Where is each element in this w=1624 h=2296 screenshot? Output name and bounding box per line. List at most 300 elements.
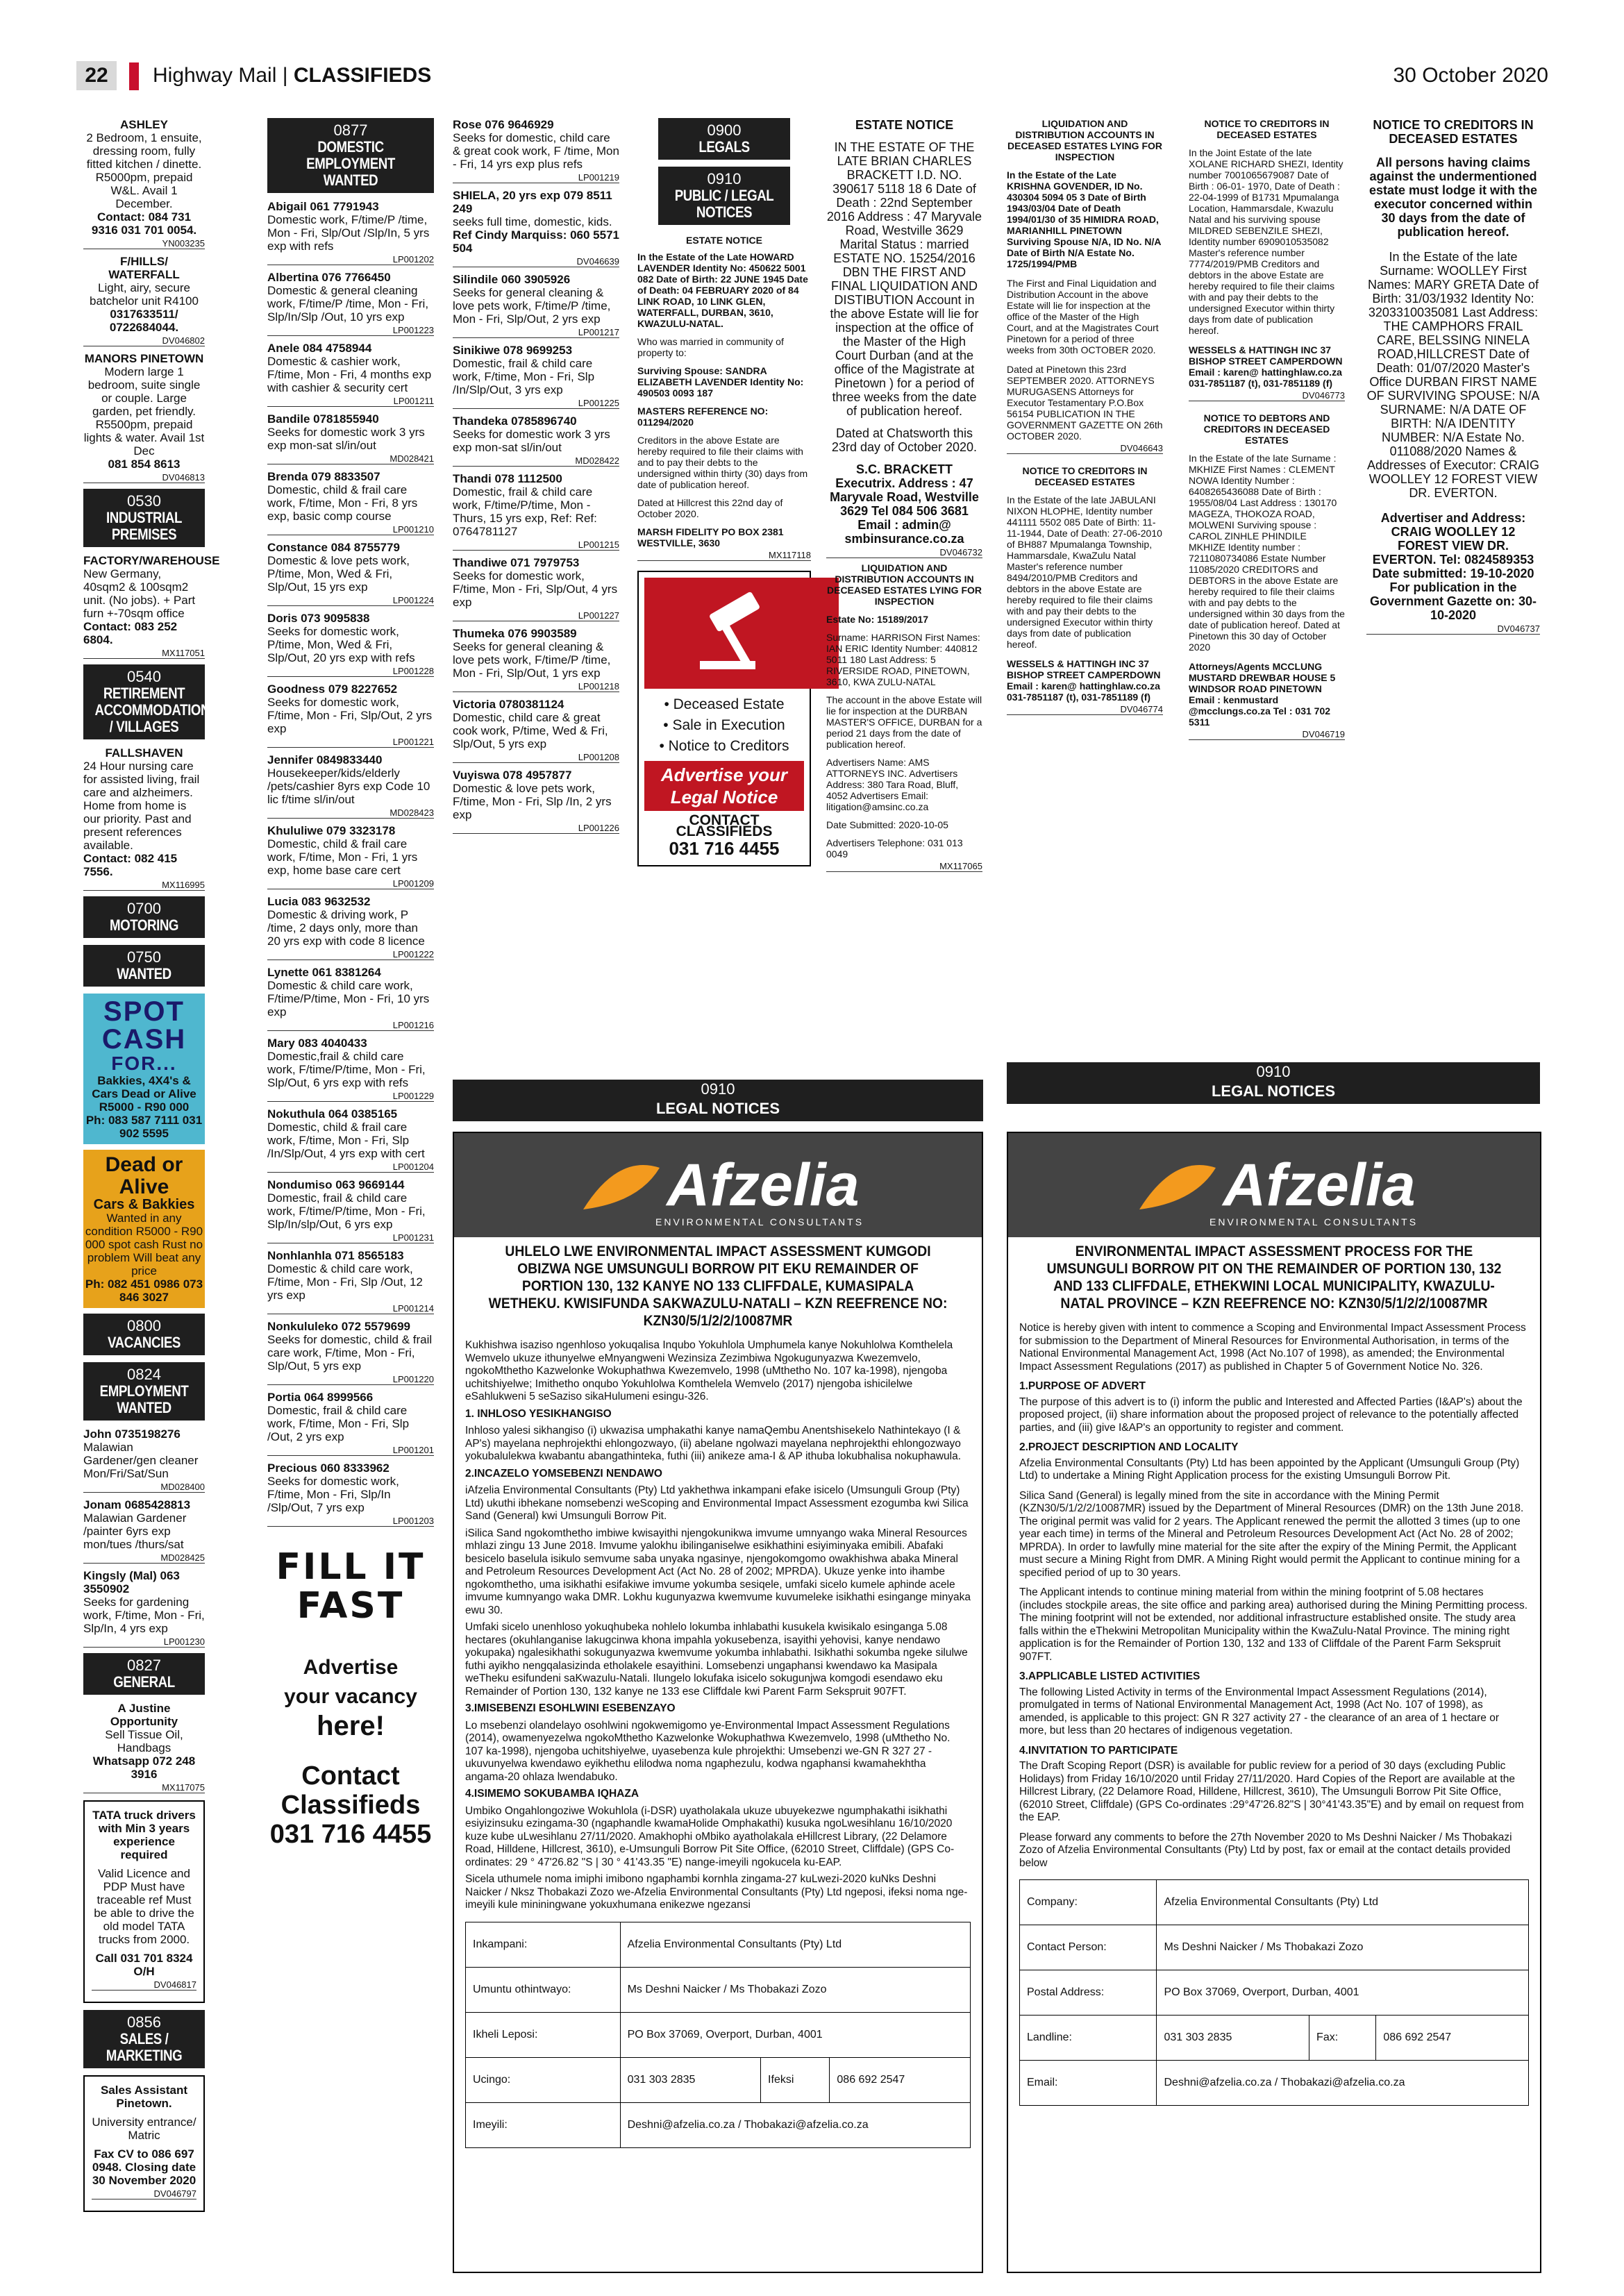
- notice-text-3: In the Estate of the late Surname : MKHIZE First Names : CLEMENT NOWA Identity Number : 6408265436088 Date of Birth : 1955/08/04 Last Address : 130170 MAGEZA, THOKOZA ROAD, MOLWENI Surviving spouse : CAROL ZINHLE PHINDILE MKHIZE Identity number : 7211080734086 Estate Number 11085/2020 CREDITORS and DEBTORS in the above Estate are hereby required to file their claims with and pay debts to the undersigned within 30 days from the date of publication hereof. Dated at Pinetown this 30 day of October 2020: [1189, 453, 1345, 653]
- fill-line2: FAST: [296, 1585, 405, 1627]
- afzelia-logo: [454, 1133, 982, 1237]
- notice-title: ENVIRONMENTAL IMPACT ASSESSMENT PROCESS FOR THE UMSUNGULI BORROW PIT ON THE REMAINDER OF PORTION 130, 132 AND 133 CLIFFDALE, ETHEKWINI LOCAL MUNICIPALITY, KWAZULU-NATAL PROVINCE – KZN REEFRENCE NO: KZN30/5/1/2/2/10087MR: [1046, 1243, 1502, 1312]
- ad-text: Domestic & child care work, F/time/P/time, Mon - Fri, 10 yrs exp: [267, 979, 430, 1019]
- table-value: Deshni@afzelia.co.za / Thobakazi@afzelia.co.za: [620, 2102, 970, 2147]
- notice-text-2: The First and Final Liquidation and Distribution Account in the above Estate will lie for inspection at the office of the Master of the High Court, and at the Magistrates Court Pinetown for a period of three weeks from 30th OCTOBER 2020.: [1007, 278, 1159, 355]
- notice-text-8: Advertisers Telephone: 031 013 0049: [826, 837, 963, 860]
- notice-text: In the Joint Estate of the late XOLANE RICHARD SHEZI, Identity number 7001065679087 Date of Birth : 06-01- 1970, Date of Death : 22-04-1999 of B1731 Mpumalanga Location, Hammarsdale, Kwazulu Natal and his surviving spouse MILDRED SEBENZILE SHEZI, Identity number 6909010535082 Master's reference number 7774/2019/PMB Creditors and debtors in the above Estate are hereby required to file their claims with and pay their debts to the undersigned Executor within thirty days from date of publication hereof.: [1189, 147, 1343, 336]
- notice-text-4: In the Estate of the late JABULANI NIXON HLOPHE, Identity number 441111 5502 085 Date of Birth: 11- 11-1944, Date of Death: 27-06-2010 of BH887 Mpumalanga Township, Hammarsdale, KwaZulu Natal Master's reference number 8494/2010/PMB Creditors and debtors in the above Estate are hereby required to file their claims with and pay their debts to the undersigned Executor within thirty days from date of publication hereof.: [1007, 494, 1162, 650]
- table-value: 031 303 2835: [1157, 2016, 1309, 2061]
- notice-ref: DV046732: [826, 547, 982, 558]
- promo-item: • Sale in Execution: [663, 717, 785, 733]
- ad-heading: Abigail 061 7791943: [267, 200, 379, 213]
- ad-text: Domestic, child care & great cook work, P/time, Wed & Fri, Slp/Out, 5 yrs exp: [453, 711, 608, 751]
- column-3: [453, 118, 619, 839]
- ad-heading: Kingsly (Mal) 063 3550902: [83, 1569, 180, 1595]
- ad-heading: Sinikiwe 078 9699253: [453, 344, 573, 357]
- notice-heading: ESTATE NOTICE: [686, 235, 762, 246]
- spot-phone: Ph: 083 587 7111 031 902 5595: [85, 1114, 203, 1140]
- notice-heading-2: NOTICE TO DEBTORS AND CREDITORS IN DECEASED ESTATES: [1203, 412, 1330, 446]
- notice-text-4: Attorneys/Agents MCCLUNG MUSTARD DREWBAR HOUSE 5 WINDSOR ROAD PINETOWN Email : kenmustard @mcclungs.co.za Tel : 031 702 5311: [1189, 661, 1336, 728]
- ad-ref: MD028425: [83, 1552, 205, 1564]
- ad-contact: 081 854 8613: [108, 458, 181, 471]
- dead-text: Wanted in any condition R5000 - R90 000 spot cash Rust no problem Will beat any price: [85, 1212, 203, 1277]
- paragraph: iAfzelia Environmental Consultants (Pty) Ltd yakhethwa inkampani efake isicelo (Umsunguli Group (Pty) Ltd) ukuthi ibhekane nomsebenzi weScoping and Environmental Impact Assessment ezogumba kwi Silica Sand (General) kwi Umsunguli Borrow Pit.: [465, 1484, 969, 1522]
- list-item: [267, 1178, 434, 1243]
- category-header: [83, 489, 205, 547]
- ad-ref: MD028421: [267, 453, 434, 464]
- ad-heading: FALLSHAVEN: [105, 746, 183, 760]
- category-title: MOTORING: [109, 916, 179, 934]
- ad-factory: [83, 554, 220, 659]
- category-title: VACANCIES: [108, 1334, 181, 1351]
- ad-heading: Nonhlanhla 071 8565183: [267, 1249, 404, 1262]
- ad-heading: Goodness 079 8227652: [267, 682, 398, 696]
- section-heading: 3.APPLICABLE LISTED ACTIVITIES: [1019, 1670, 1200, 1682]
- afzelia-notice-english: [1007, 1132, 1541, 2273]
- ad-text: Seeks for gardening work, F/time, Mon - Fri, Slp/In, 4 yrs exp: [83, 1595, 205, 1635]
- ad-heading: Mary 083 4040433: [267, 1037, 367, 1050]
- category-title: DOMESTIC EMPLOYMENT WANTED: [306, 138, 395, 189]
- ad-text: Malawian Gardener /painter 6yrs exp mon/tues /thurs/sat: [83, 1511, 187, 1551]
- ad-jonam: [83, 1498, 205, 1564]
- ad-fhills: [83, 255, 205, 346]
- ad-text: Seeks for general cleaning & love pets work, F/time/P /time, Mon - Fri, Slp/Out, 1 yrs exp: [453, 640, 611, 680]
- fill-line1: FILL IT: [276, 1546, 426, 1588]
- ad-ref: LP001221: [267, 737, 434, 748]
- ad-heading: Lynette 061 8381264: [267, 966, 381, 979]
- ad-text: Domestic,frail & child care work, F/time/P/time, Mon - Fri, Slp/Out, 6 yrs exp with refs: [267, 1050, 426, 1089]
- list-item: [453, 414, 619, 467]
- ad-text: 24 Hour nursing care for assisted living, frail care and alzheimers. Home from home is our priority. Past and present references available.: [83, 760, 200, 852]
- table-label: Fax:: [1309, 2016, 1376, 2061]
- dead-phone: Ph: 082 451 0986 073 846 3027: [85, 1277, 203, 1304]
- spot-line2: CASH: [101, 1024, 187, 1055]
- category-header: [658, 118, 790, 160]
- notice-ref: DV046774: [1007, 704, 1163, 715]
- category-header: [83, 896, 205, 938]
- category-header: [83, 945, 205, 987]
- ad-ref: DV046797: [92, 2188, 196, 2199]
- contact-line2: Classifieds: [281, 1791, 421, 1820]
- ad-heading: Thandiwe 071 7979753: [453, 556, 580, 569]
- ad-ref: LP001215: [453, 539, 619, 551]
- banner-number: 0910: [701, 1080, 735, 1098]
- ad-heading: Thandi 078 1112500: [453, 472, 562, 485]
- ad-text: Domestic, frail & child care work, F/time/P/time, Mon - Fri, Slp/In/slp/Out, 6 yrs exp: [267, 1191, 426, 1231]
- notice-text-5: The account in the above Estate will lie for inspection at the DURBAN MASTER'S OFFICE, DURBAN for a period 21 days from the date of publication hereof.: [826, 694, 982, 750]
- ad-text: Domestic & child care work, F/time, Mon - Fri, Slp /Out, 12 yrs exp: [267, 1262, 423, 1302]
- notice-ref: MX117118: [637, 550, 811, 561]
- advertise-line3: here!: [317, 1711, 385, 1741]
- paragraph: Silica Sand (General) is legally mined from the site in accordance with the Mining Permit (KZN30/5/1/2/2/10087MR) issued by the Department of Mineral Resources (DMR) on the 13th June 2018. The original permit was valid for 2 years. The Applicant renewed the permit the allotted 3 times (up to one year each time) in terms of the Mineral and Petroleum Resources Development Act (Act No. 28 of 2002; MPRDA). In order to lawfully mine material for the site after the expiry of the Mining Permit, the Applicant must secure a Mining Right from DMR. A Mining Right would permit the Applicant to continue mining for a specified period of up to 30 years.: [1019, 1489, 1524, 1579]
- list-item: [267, 1461, 434, 1527]
- ad-justine: [83, 1702, 205, 1793]
- ad-heading: John 0735198276: [83, 1427, 181, 1441]
- notice-text-6: Dated at Hillcrest this 22nd day of October 2020.: [637, 497, 783, 519]
- ad-ref: MX117051: [83, 648, 205, 659]
- category-header: [658, 167, 790, 225]
- ad-contact: Whatsapp 072 248 3916: [92, 1754, 196, 1781]
- ad-text: Sell Tissue Oil, Handbags: [105, 1728, 183, 1754]
- ad-heading: Jonam 0685428813: [83, 1498, 191, 1511]
- ad-text: Domestic, child & frail care work, F/time, Mon - Fri, Slp /In/Slp/Out, 4 yrs exp with cert: [267, 1121, 425, 1160]
- ad-text: Valid Licence and PDP Must have traceable ref Must be able to drive the old model TATA trucks from 2000.: [94, 1867, 194, 1946]
- contact-table: [1019, 1879, 1529, 2106]
- afzelia-notice-zulu: [453, 1132, 983, 2273]
- paragraph: Lo msebenzi olandelayo osohlwini ngokwemigomo ye-Environmental Impact Assessment Regulations (2014), owamenyezelwa ngokoMthetho Kazwelonke Wokuphathwa Kwezemvelo, 1998 (uMthetho No. 107 ka-1998), njengoba uchitshiyelwe, uyasebenza kule phrojekthi: Umsebenzi we-GN R 327 27 - ukuvunyelwa kwendawo eyikhethu elilodwa noma ngaphezulu, kodwa ngaphansi kwamahekhtha angama-20 ohlaza lwendabuko.: [465, 1719, 951, 1783]
- notice-text-2: WESSELS & HATTINGH INC 37 BISHOP STREET CAMPERDOWN Email : karen@ hattinghlaw.co.za 031-7851187 (t), 031-7851189 (f): [1189, 344, 1343, 389]
- notice-ref: DV046773: [1189, 390, 1345, 401]
- notice-text: In the Estate of the Late HOWARD LAVENDER Identity No: 450622 5001 082 Date of Birth: 22 JUNE 1945 Date of Death: 04 FEBRUARY 2020 of 84 LINK ROAD, 10 LINK GLEN, WATERFALL, DURBAN, 3610, KWAZULU-NATAL.: [637, 251, 808, 329]
- category-number: 0900: [707, 121, 742, 139]
- table-label: Inkampani:: [466, 1922, 621, 1967]
- table-row: [1020, 1925, 1529, 1970]
- spot-line3: FOR...: [111, 1053, 177, 1074]
- section-heading: 3.IMISEBENZI ESOHLWINI ESEBENZAYO: [465, 1702, 676, 1714]
- spot-line1: SPOT: [103, 996, 185, 1027]
- ad-text: Domestic & love pets work, F/time, Mon - Fri, Slp /In, 2 yrs exp: [453, 782, 612, 821]
- ad-contact: Contact: 083 252 6804.: [83, 620, 178, 646]
- notice-text-3: Dated at Pinetown this 23rd SEPTEMBER 2020. ATTORNEYS MURUGASENS Attorneys for Executor Testamentary P.O.Box 56154 PUBLICATION IN THE GOVERNMENT GAZETTE ON 26th OCTOBER 2020.: [1007, 364, 1163, 442]
- ad-text: Domestic, frail & child care work, F/time/P/time, Mon - Thurs, 15 yrs exp, Ref: Ref: 0764781127: [453, 485, 597, 538]
- ad-heading: Anele 084 4758944: [267, 342, 372, 355]
- ad-text: Malawian Gardener/gen cleaner Mon/Fri/Sat/Sun: [83, 1441, 199, 1480]
- ad-heading: Jennifer 0849833440: [267, 753, 383, 766]
- ad-heading: Precious 060 8333962: [267, 1461, 390, 1475]
- notice-text: IN THE ESTATE OF THE LATE BRIAN CHARLES BRACKETT I.D. NO. 390617 5118 18 6 Date of Death : 22nd September 2016 Address : 47 Maryvale Road, Westville 3629 Marital Status : married ESTATE NO. 15254/2016 DBN THE FIRST AND FINAL LIQUIDATION AND DISTIBUTION Account in the above Estate will lie for inspection at the office of the Master of the High Court Durban (and at the office of the Magistrate at Pinetown ) for a period of three weeks from the date of publication hereof.: [826, 140, 982, 418]
- section-heading: 2.INCAZELO YOMSEBENZI NENDAWO: [465, 1467, 662, 1480]
- list-item: [453, 189, 619, 267]
- list-item: [267, 682, 434, 748]
- column-4: [637, 118, 811, 866]
- category-number: 0824: [127, 1366, 161, 1383]
- paper-title: Highway Mail | CLASSIFIEDS: [153, 64, 432, 87]
- table-value: 086 692 2547: [1376, 2016, 1529, 2061]
- table-row: [466, 1922, 971, 1967]
- ad-text: Light, airy, secure batchelor unit R4100: [90, 281, 199, 308]
- category-number: 0540: [127, 668, 161, 685]
- ad-heading: Nokuthula 064 0385165: [267, 1107, 398, 1121]
- table-value: Afzelia Environmental Consultants (Pty) Ltd: [620, 1922, 970, 1967]
- table-value: 086 692 2547: [830, 2057, 971, 2102]
- ad-ref: LP001210: [267, 524, 434, 535]
- ad-heading: MANORS PINETOWN: [84, 352, 204, 365]
- list-item: [267, 342, 434, 407]
- table-label: Email:: [1020, 2061, 1157, 2106]
- ad-heading: ASHLEY: [120, 118, 168, 131]
- ad-heading: Rose 076 9646929: [453, 118, 554, 131]
- list-item: [267, 612, 434, 677]
- notice-heading: LIQUIDATION AND DISTRIBUTION ACCOUNTS IN DECEASED ESTATES LYING FOR INSPECTION: [1007, 118, 1162, 162]
- table-value: PO Box 37069, Overport, Durban, 4001: [620, 2012, 970, 2057]
- ad-ashley: [83, 118, 205, 249]
- ad-john: [83, 1427, 205, 1493]
- ad-text: Modern large 1 bedroom, suite single or couple. Large garden, pet friendly. R5500pm, prepaid lights & water. Avail 1st Dec: [83, 365, 205, 458]
- ad-text: Seeks for domestic work, F/time, Mon - Fri, Slp/Out, 2 yrs exp: [267, 696, 433, 735]
- table-value: PO Box 37069, Overport, Durban, 4001: [1157, 1970, 1529, 2016]
- ad-ref: LP001216: [267, 1020, 434, 1031]
- ad-text: University entrance/ Matric: [92, 2115, 196, 2142]
- ad-ref: DV046639: [453, 256, 619, 267]
- notice-intro: All persons having claims against the undermentioned estate must lodge it with the executor concerned within 30 days from the date of publication hereof.: [1368, 156, 1538, 239]
- list-item: [267, 1249, 434, 1314]
- ad-ref: LP001208: [453, 752, 619, 763]
- ad-ref: MD028422: [453, 455, 619, 467]
- ad-text: Seeks for domestic work 3 yrs exp mon-sat sl/in/out: [267, 426, 425, 452]
- notice-text: In the Estate of the Late KRISHNA GOVENDER, ID No. 430304 5094 05 3 Date of Birth 1943/03/04 Date of Death 1994/01/30 of 35 HIMIDRA ROAD, MARIANHILL PINETOWN Surviving Spouse N/A, ID No. N/A Date of Birth N/A Estate No. 1725/1994/PMB: [1007, 169, 1161, 269]
- ad-ref: LP001222: [267, 949, 434, 960]
- sales-ad: [83, 2075, 205, 2212]
- table-label: Ucingo:: [466, 2057, 621, 2102]
- ad-text: seeks full time, domestic, kids.: [453, 215, 612, 228]
- paragraph: Afzelia Environmental Consultants (Pty) Ltd has been appointed by the Applicant (Umsunguli Group (Pty) Ltd) to undertake a Mining Right Application process for the existing Umsunguli Borrow Pit.: [1019, 1457, 1520, 1482]
- promo-banner: Advertise your Legal Notice: [644, 761, 804, 811]
- paragraph: The Applicant intends to continue mining material from within the mining footprint of 5.08 hectares (includes stockpile areas, the site office and parking area) authorised during the Mining Permitting process. The mining footprint will not be extended, nor additional infrastructure established onsite. The study area falls within the eThekwini Metropolitan Municipality within the KwaZulu-Natal Province. The mining right application is for the Remainder of Portion 130, 132 and 133 of Cliffdale of the Parent Farm Sekspruit 907FT.: [1019, 1586, 1528, 1663]
- ad-heading: Lucia 083 9632532: [267, 895, 371, 908]
- paragraph: The purpose of this advert is to (i) inform the public and Interested and Affected Parties (I&AP's) about the proposed project, (ii) share information about the proposed project of relevance to the potentially affected parties, and (iii) give I&AP's an opportunity to register and comment.: [1019, 1396, 1523, 1434]
- table-label: Postal Address:: [1020, 1970, 1157, 2016]
- list-item: [453, 344, 619, 409]
- table-row: [466, 2012, 971, 2057]
- ad-ref: LP001204: [267, 1162, 434, 1173]
- category-number: 0530: [127, 492, 161, 510]
- list-item: [267, 824, 434, 889]
- ad-heading: Nondumiso 063 9669144: [267, 1178, 405, 1191]
- ad-text: New Germany, 40sqm2 & 100sqm2 unit. (No jobs). + Part furn +-70sqm office: [83, 567, 196, 620]
- table-label: Imeyili:: [466, 2102, 621, 2147]
- ad-contact: Contact: 084 731 9316 031 701 0054.: [91, 210, 197, 237]
- ad-text: Housekeeper/kids/elderly /pets/cashier 8yrs exp Code 10 lic f/time sl/in/out: [267, 766, 430, 806]
- category-header: [267, 118, 434, 193]
- paragraph: Umbiko Ongahlongoziwe Wokuhlola (i-DSR) uyatholakala ukuze ubuyekezwe ngumphakathi isikhathi esiyizinsuku ezingama-30 (ngaphandle kwamaHolide Omphakathi) kusuka ngoLwesihlanu 16/10/2020 kuze kube uLwesihlanu 27/11/2020. Amakhophi oMbiko ayatholakala eHillcrest Library, (22 Delamore Road, Hilldene, Hillcrest, 3610), e-Umsunguli Borrow Pit Site Office, (62010 Street, Cliffdale) (GPS Co-ordinates: 29 ° 47'26.82 "S | 30 ° 41'43.35 "E) nange-imeyili ngokucela ku-EAP.: [465, 1804, 955, 1868]
- list-item: [267, 1107, 434, 1173]
- ad-heading: Bandile 0781855940: [267, 412, 379, 426]
- paragraph: Inhloso yalesi sikhangiso (i) ukwazisa umphakathi kanye namaQembu Anentshisekelo Nathintekayo (I & AP's) mayelana nephrojekthi ehlongozwayo, (ii) abelane ngolwazi mayelana nephrojekthi ehlongozwayo yokubalulekwa kwabantu abangathinteka, futhi (iii) anikeze ama-I & AP ithuba lokubhalisa nokuphawula.: [465, 1425, 962, 1462]
- notice-advertiser: Advertiser and Address: CRAIG WOOLLEY 12 FOREST VIEW DR. EVERTON. Tel: 0824589353 Date submitted: 19-10-2020 For publication in the Government Gazette on: 30-10-2020: [1369, 511, 1537, 622]
- table-value: Deshni@afzelia.co.za / Thobakazi@afzelia.co.za: [1157, 2061, 1529, 2106]
- ad-ref: MD028400: [83, 1482, 205, 1493]
- promo-phone: 031 716 4455: [669, 838, 780, 859]
- ad-heading: SHIELA, 20 yrs exp 079 8511 249: [453, 189, 612, 215]
- ad-ref: LP001226: [453, 823, 619, 834]
- category-number: 0800: [127, 1317, 161, 1334]
- category-header: [83, 664, 210, 739]
- ad-ref: LP001225: [453, 398, 619, 409]
- table-value: Ms Deshni Naicker / Ms Thobakazi Zozo: [620, 1967, 970, 2012]
- ad-text: Seeks for domestic work 3 yrs exp mon-sat sl/in/out: [453, 428, 610, 454]
- ad-heading: TATA truck drivers with Min 3 years experience required: [92, 1809, 196, 1861]
- ad-ref: LP001227: [453, 610, 619, 621]
- afzelia-logo: [1008, 1133, 1540, 1237]
- category-number: 0700: [127, 900, 161, 917]
- dead-or-alive-ad: [83, 1150, 205, 1308]
- table-label: Ikheli Leposi:: [466, 2012, 621, 2057]
- notice-text-3: Surviving Spouse: SANDRA ELIZABETH LAVENDER Identity No: 490503 0093 187: [637, 365, 804, 399]
- dead-line1: Dead or Alive: [105, 1153, 183, 1198]
- ad-text: Domestic & love pets work, P/time, Mon, Wed & Fri, Slp/Out, 15 yrs exp: [267, 554, 410, 594]
- notice-text-4: Surname: HARRISON First Names: IAN ERIC Identity Number: 440812 5011 180 Last Address: 5 RIVERSIDE ROAD, PINETOWN, 3610, KWA ZULU-NATAL: [826, 632, 980, 687]
- section-bar: [129, 62, 139, 90]
- list-item: [453, 698, 619, 763]
- notice-text-5: WESSELS & HATTINGH INC 37 BISHOP STREET CAMPERDOWN Email : karen@ hattinghlaw.co.za 031-7851187 (t), 031-7851189 (f): [1007, 658, 1161, 703]
- notice-text-6: Advertisers Name: AMS ATTORNEYS INC. Advertisers Address: 380 Tara Road, Bluff, 4052 Advertisers Email: litigation@amsinc.co.za: [826, 757, 959, 812]
- table-value: Ms Deshni Naicker / Ms Thobakazi Zozo: [1157, 1925, 1529, 1970]
- table-row: [1020, 2016, 1529, 2061]
- ad-heading: Albertina 076 7766450: [267, 271, 391, 284]
- table-row: [1020, 1970, 1529, 2016]
- table-row: [1020, 1880, 1529, 1925]
- category-header: [83, 2010, 205, 2068]
- ad-heading: Khululiwe 079 3323178: [267, 824, 396, 837]
- leaf-icon: [576, 1154, 667, 1216]
- ad-text: Seeks for domestic work, P/time, Mon, Wed & Fri, Slp/Out, 20 yrs exp with refs: [267, 625, 415, 664]
- notice-text-7: MARSH FIDELITY PO BOX 2381 WESTVILLE, 3630: [637, 526, 784, 548]
- list-item: [267, 753, 434, 819]
- ad-text: Domestic, frail & child care work, F/time, Mon - Fri, Slp /In/Slp/Out, 3 yrs exp: [453, 357, 595, 396]
- ad-fallshaven: [83, 746, 205, 891]
- ad-heading: F/HILLS/ WATERFALL: [108, 255, 180, 281]
- paragraph: Notice is hereby given with intent to commence a Scoping and Environmental Impact Assessment Process for submission to the Department of Mineral Resources for Environmental Authorisation, in terms of the National Environmental Management Act, 1998 (Act No.107 of 1998), as amended; the Environmental Impact Assessment Regulations (2017) as published in Chapter 5 of Government Notice No. 326.: [1019, 1322, 1526, 1373]
- ad-text: 2 Bedroom, 1 ensuite, dressing room, fully fitted kitchen / dinette. R5000pm, prepaid W&L. Avail 1 December.: [86, 131, 202, 210]
- category-header: [83, 1314, 205, 1355]
- ad-text: Domestic work, F/time/P /time, Mon - Fri, Slp/Out /Slp/In, 5 yrs exp with refs: [267, 213, 430, 253]
- ad-heading: Brenda 079 8833507: [267, 470, 380, 483]
- notice-text-5: Creditors in the above Estate are hereby required to file their claims with and to pay their debts to the undersigned within thirty (30) days from date of publication hereof.: [637, 435, 808, 490]
- column-1: [83, 118, 220, 2219]
- category-title: RETIREMENT ACCOMMODATION / VILLAGES: [94, 685, 210, 735]
- ad-ref: DV046817: [92, 1979, 196, 1991]
- ad-contact: Fax CV to 086 697 0948. Closing date 30 November 2020: [92, 2147, 196, 2187]
- leaf-icon: [1132, 1154, 1223, 1216]
- ad-ref: LP001211: [267, 396, 434, 407]
- issue-date: 30 October 2020: [1393, 64, 1548, 87]
- category-title: WANTED: [117, 965, 171, 982]
- ad-heading: Vuyiswa 078 4957877: [453, 769, 572, 782]
- notice-signature: S.C. BRACKETT Executrix. Address : 47 Maryvale Road, Westville 3629 Tel 084 506 3681 Email : admin@ smbinsurance.co.za: [830, 462, 979, 546]
- category-title: INDUSTRIAL PREMISES: [106, 509, 182, 543]
- list-item: [453, 118, 619, 183]
- ad-heading: Thandeka 0785896740: [453, 414, 577, 428]
- list-item: [453, 556, 619, 621]
- paragraph: Sicela uthumele noma imiphi imibono ngaphambi kornhla zingama-27 kuLwezi-2020 kuNks Deshni Naicker / Nksz Thobakazi Zozo we-Afzelia Environmental Consultants (Pty) Ltd ngeposi, ifeksi noma nge-imeyili kule mininingwane yokuxhumana enikezwe ngezansi: [465, 1873, 968, 1911]
- ad-kingsly: [83, 1569, 205, 1648]
- legal-notice-promo: [637, 571, 811, 866]
- list-item: [453, 627, 619, 692]
- paragraph: The Draft Scoping Report (DSR) is available for public review for a period of 30 days (excluding Public Holidays) from Friday 16/10/2020 until Friday 27/11/2020. Hard Copies of the Report are available at the Hillcrest Library, (22 Delamore Road, Hilldene, Hillcrest, 3610), The Umsunguli Borrow Pit Site Office, (62010 Street, Cliffdale) (GPS Co-ordinates :29°47'26.82"S | 30°41'43.35"E) and by email on request from the EAP.: [1019, 1760, 1524, 1823]
- ad-heading-2: Ref Cindy Marquiss: 060 5571 504: [453, 228, 619, 255]
- promo-contact: CONTACT CLASSIFIEDS: [676, 812, 773, 839]
- ad-heading: Sales Assistant Pinetown.: [100, 2084, 188, 2110]
- notice-text-3: Estate No: 15189/2017: [826, 614, 929, 625]
- notice-heading-2: NOTICE TO CREDITORS IN DECEASED ESTATES: [1022, 465, 1148, 487]
- table-row: [1020, 2061, 1529, 2106]
- ad-text: Seeks for domestic work, F/time, Mon - Fri, Slp/In /Slp/Out, 7 yrs exp: [267, 1475, 399, 1514]
- ad-ref: DV046813: [83, 472, 205, 483]
- list-item: [267, 200, 434, 265]
- ad-heading: Victoria 0780381124: [453, 698, 564, 711]
- banner-number: 0910: [1256, 1063, 1291, 1080]
- ad-contact: Call 031 701 8324 O/H: [95, 1952, 193, 1978]
- ad-ref: LP001223: [267, 325, 434, 336]
- notice-ref: MX117065: [826, 861, 982, 872]
- ad-text: Domestic, child & frail care work, F/time, Mon - Fri, 8 yrs exp, basic comp course: [267, 483, 418, 523]
- list-item: [267, 895, 434, 960]
- ad-heading: Silindile 060 3905926: [453, 273, 571, 286]
- category-title: SALES / MARKETING: [106, 2030, 183, 2064]
- paragraph: iSilica Sand ngokomthetho imbiwe kwisayithi njengokunikwa imvume umnyango waka Mineral Resources mhlazi zingu 13 June 2018. Imvume yalokhu ibilinganiselwe esikhathini esiyiminyaka emibili. Abafaki besicelo baselula isikulo semvume saba unyaka ngasinye, njengokomgomo owakhishwa abaka Mineral and Petroleum Resources Development Act (Act No. 28 of 2002; MPRDA). Ukuze yenke into ihambe ngokomthetho, uma isikhathi esifakiwe imvume yokumba sesiqele, umfaki sicelo kumele aphinde acele imvume kumnyango waka DMR. Lokhu kugunyazwa kwemvume kuvumeleke isikhathi esingange minyaka ewu 30.: [465, 1527, 971, 1616]
- logo-text: Afzelia: [1223, 1151, 1416, 1218]
- ad-ref: LP001220: [267, 1374, 434, 1385]
- category-number: 0856: [127, 2013, 161, 2031]
- ad-ref: MX116995: [83, 880, 205, 891]
- ad-text: Seeks for general cleaning & love pets work, F/time/P /time, Mon - Fri, Slp/Out, 2 yrs exp: [453, 286, 611, 326]
- ad-ref: LP001201: [267, 1445, 434, 1456]
- ad-heading: FACTORY/WAREHOUSE: [83, 554, 220, 567]
- ad-text: Domestic, child & frail care work, F/time, Mon - Fri, 1 yrs exp, home base care cert: [267, 837, 418, 877]
- column-6: [1007, 118, 1163, 719]
- paragraph: Kukhishwa isaziso ngenhloso yokuqalisa Inqubo Yokuhlola Umphumela kanye Nokuhlolwa Komthelela Wemvelo ukuze ithunyelwe eMnyangweni Wezinsiza Zezimbiwa Ngokugunyazwa Kwezemvelo, ngokoMthetho Kazwelonke Wokuphathwa Kwezemvelo, 1998 (uMthetho No. 107 ka-1998), njengoba uchitshiyelwe; Imithetho onqubo Yokuhlolwa Komthelela Wemvelo (2017) njengoba ishicilelwe eSahlukweni 5 seSaziso sikaHulumeni esingu-326.: [465, 1339, 953, 1402]
- paragraph: Umfaki sicelo unenhloso yokuqhubeka nohlelo lokumba inhlabathi kusukela kwisikalo esinganga 5.08 hectares (okuhlanganise lakugcinwa khona impahla yokusebenza, isayithi yehovisi, kanye nendawo yokupaka) ngalesikhathi sokugunyazwa kwemvume yokumba inhlabathi. Isikhathi sokumba ngeke silulwe futhi ayikho nengqalasizinda etholakele esayithini. Lomsebenzi ungaphansi kwendawo ka Masipala weTheku esifundeni saKwazulu-Natali. Ilungelo lokufaka isicelo sokugunjwa komgodi esendawo eku Remainder of Portion 130, 132 kanye ne 133 ese Cliffdale kwi Parent Farm Sekspruit 907FT.: [465, 1621, 968, 1698]
- logo-subtitle: ENVIRONMENTAL CONSULTANTS: [655, 1216, 864, 1227]
- ad-ref: LP001231: [267, 1232, 434, 1243]
- notice-title: UHLELO LWE ENVIRONMENTAL IMPACT ASSESSMENT KUMGODI OBIZWA NGE UMSUNGULI BORROW PIT EKU REMAINDER OF PORTION 130, 132 KANYE NO 133 CLIFFDALE, KUMASIPALA WETHEKU. KWISIFUNDA SAKWAZULU-NATALI – KZN REEFRENCE NO: KZN30/5/1/2/2/10087MR: [488, 1243, 948, 1329]
- list-item: [453, 472, 619, 551]
- paragraph: Please forward any comments to before the 27th November 2020 to Ms Deshni Naicker / Ms Thobakazi Zozo of Afzelia Environmental Consultants (Pty) Ltd by post, fax or email at the contact details provided below: [1019, 1831, 1512, 1869]
- list-item: [267, 1391, 434, 1456]
- category-title: EMPLOYMENT WANTED: [99, 1382, 189, 1416]
- gavel-icon: [644, 578, 839, 689]
- ad-ref: LP001218: [453, 681, 619, 692]
- list-item: [267, 966, 434, 1031]
- ad-ref: LP001229: [267, 1091, 434, 1102]
- ad-ref: LP001214: [267, 1303, 434, 1314]
- contact-phone: 031 716 4455: [269, 1820, 432, 1849]
- category-header: [83, 1362, 205, 1421]
- table-label: Landline:: [1020, 2016, 1157, 2061]
- legal-notices-banner-right: [1007, 1062, 1540, 1104]
- table-label: Company:: [1020, 1880, 1157, 1925]
- table-label: Umuntu othintwayo:: [466, 1967, 621, 2012]
- notice-text-2: Who was married in community of property to:: [637, 336, 784, 358]
- notice-heading: NOTICE TO CREDITORS IN DECEASED ESTATES: [1373, 118, 1534, 146]
- category-number: 0827: [127, 1657, 161, 1674]
- ad-heading: A Justine Opportunity: [110, 1702, 178, 1728]
- logo-subtitle: ENVIRONMENTAL CONSULTANTS: [1209, 1216, 1418, 1227]
- ad-text: Domestic & driving work, P /time, 2 days only, more than 20 yrs exp with code 8 licence: [267, 908, 425, 948]
- notice-heading: NOTICE TO CREDITORS IN DECEASED ESTATES: [1204, 118, 1330, 140]
- ad-ref: LP001202: [267, 254, 434, 265]
- category-number: 0877: [333, 121, 368, 139]
- table-value: 031 303 2835: [620, 2057, 760, 2102]
- list-item: [267, 271, 434, 336]
- section-heading: 1.PURPOSE OF ADVERT: [1019, 1380, 1146, 1392]
- ad-ref: LP001228: [267, 666, 434, 677]
- spot-cash-ad: [83, 994, 205, 1144]
- ad-heading: Constance 084 8755779: [267, 541, 400, 554]
- table-row: [466, 1967, 971, 2012]
- list-item: [453, 273, 619, 338]
- notice-text: In the Estate of the late Surname: WOOLLEY First Names: MARY GRETA Date of Birth: 31/03/1932 Identity No: 3203310035081 Last Address: THE CAMPHORS FRAIL CARE, BELSSING NINELA ROAD,HILLCREST Date of Death: 01/07/2020 Master's Office DURBAN FIRST NAME OF SURVIVING SPOUSE: N/A SURNAME: N/A DATE OF BIRTH: N/A IDENTITY NUMBER: N/A Estate No. 011088/2020 Names & Addresses of Executor: CRAIG WOOLLEY 12 FOREST VIEW DR. EVERTON.: [1366, 250, 1540, 500]
- ad-text: Domestic & general cleaning work, F/time/P /time, Mon - Fri, Slp/In/Slp /Out, 10 yrs exp: [267, 284, 429, 324]
- table-value: Afzelia Environmental Consultants (Pty) Ltd: [1157, 1880, 1529, 1925]
- contact-table: [465, 1922, 971, 2148]
- ad-ref: LP001203: [267, 1516, 434, 1527]
- ad-manors: [83, 352, 205, 483]
- page-header: [76, 61, 1548, 96]
- list-item: [267, 1320, 434, 1385]
- section-heading: 1. INHLOSO YESIKHANGISO: [465, 1407, 612, 1420]
